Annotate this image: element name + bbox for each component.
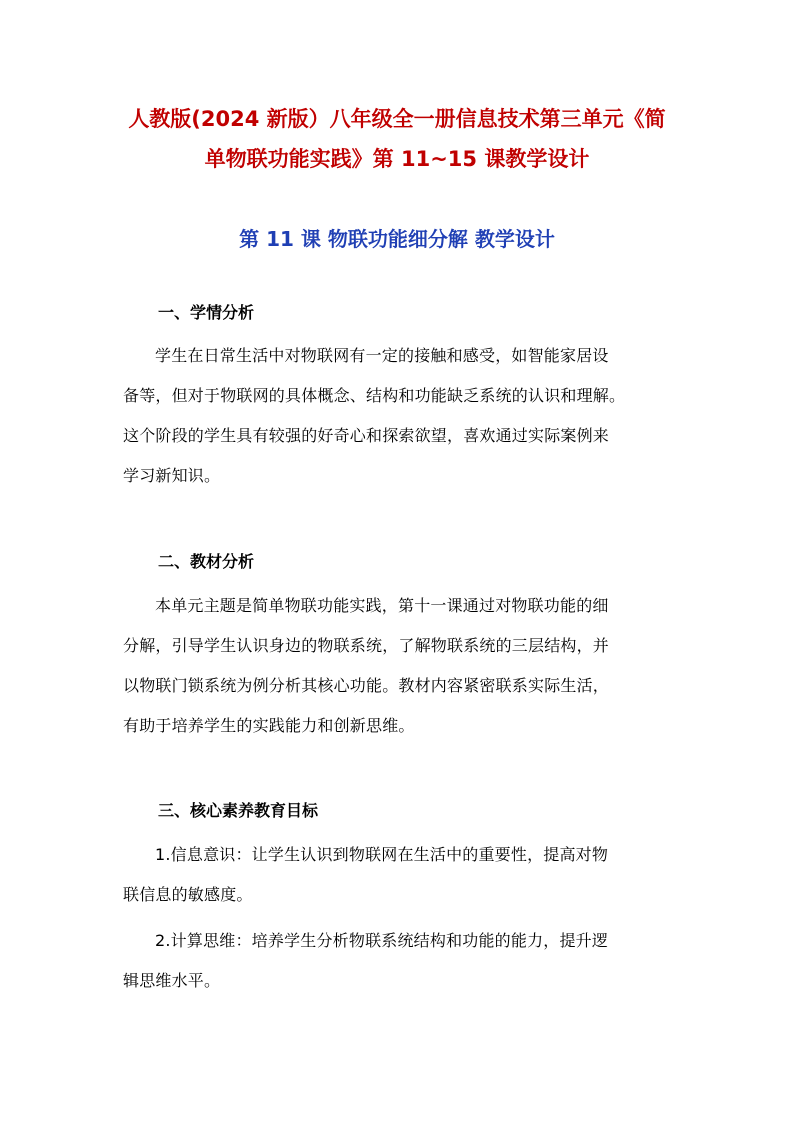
goal-item-line: 2.计算思维：培养学生分析物联系统结构和功能的能力，提升逻 <box>155 931 609 950</box>
paragraph-line: 学生在日常生活中对物联网有一定的接触和感受，如智能家居设 <box>155 346 609 365</box>
document-title-line-1: 人教版(2024 新版）八年级全一册信息技术第三单元《简 <box>128 107 666 131</box>
document-title-line-2: 单物联功能实践》第 11~15 课教学设计 <box>204 147 590 171</box>
section-heading-core-literacy-goals: 三、核心素养教育目标 <box>158 801 319 820</box>
goal-item-line: 1.信息意识：让学生认识到物联网在生活中的重要性，提高对物 <box>155 845 609 864</box>
lesson-title: 第 11 课 物联功能细分解 教学设计 <box>239 227 555 251</box>
paragraph-line: 这个阶段的学生具有较强的好奇心和探索欲望，喜欢通过实际案例来 <box>123 426 610 445</box>
section-heading-textbook-analysis: 二、教材分析 <box>158 552 255 571</box>
goal-item-line: 辑思维水平。 <box>123 971 221 990</box>
goal-item-line: 联信息的敏感度。 <box>123 885 253 904</box>
paragraph-line: 以物联门锁系统为例分析其核心功能。教材内容紧密联系实际生活， <box>123 676 610 695</box>
paragraph-line: 分解，引导学生认识身边的物联系统，了解物联系统的三层结构，并 <box>123 636 610 655</box>
paragraph-line: 学习新知识。 <box>123 466 221 485</box>
paragraph-line: 备等，但对于物联网的具体概念、结构和功能缺乏系统的认识和理解。 <box>123 386 626 405</box>
paragraph-line: 有助于培养学生的实践能力和创新思维。 <box>123 716 415 735</box>
paragraph-line: 本单元主题是简单物联功能实践，第十一课通过对物联功能的细 <box>155 596 609 615</box>
section-heading-learner-analysis: 一、学情分析 <box>158 303 255 322</box>
